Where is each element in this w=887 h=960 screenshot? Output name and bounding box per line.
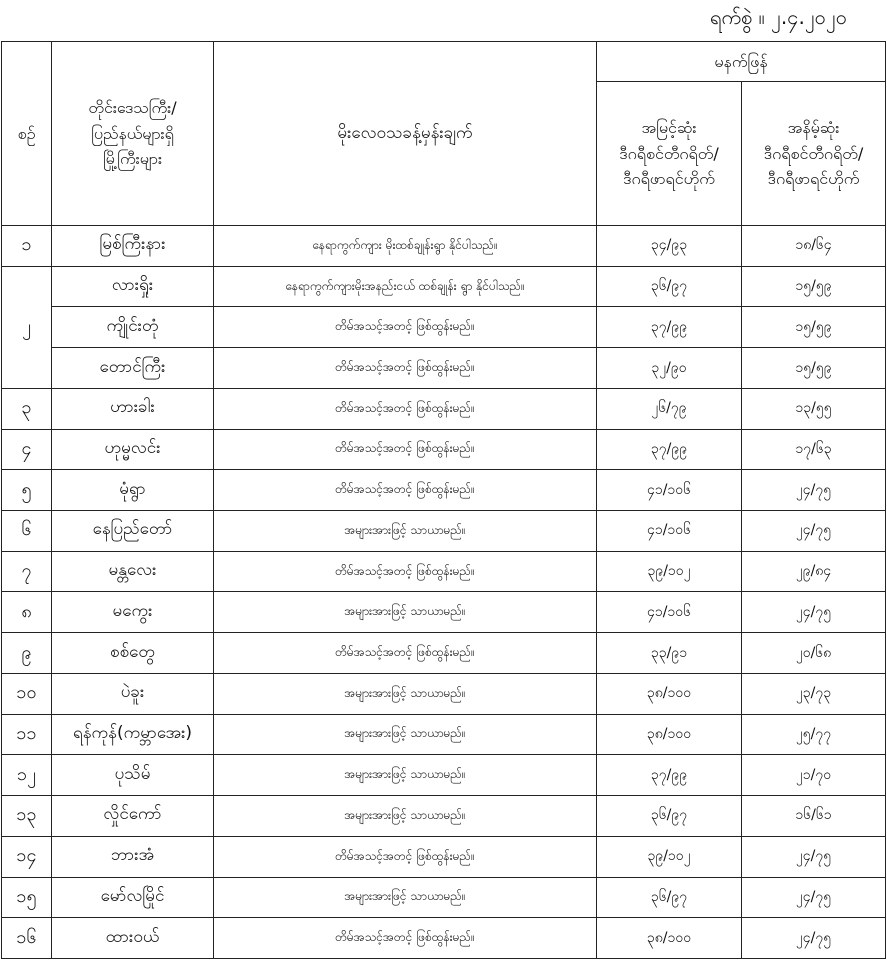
cell-max-temp: ၃၆/၉၇	[597, 796, 742, 837]
cell-min-temp: ၂၄/၇၅	[742, 470, 886, 511]
table-row	[2, 551, 886, 592]
header-temp-group-label: မနက်ဖြန်	[714, 51, 768, 71]
cell-max-temp: ၃၈/၁၀၀	[597, 714, 742, 755]
table-row	[2, 633, 886, 674]
cell-min-temp: ၂၄/၇၅	[742, 836, 886, 877]
header-max-line2: ဒီဂရီစင်တီဂရိတ်/	[619, 143, 719, 163]
cell-forecast: တိမ်အသင့်အတင့် ဖြစ်ထွန်းမည်။	[214, 307, 597, 348]
table-row	[2, 714, 886, 755]
cell-max-temp: ၃၆/၉၇	[597, 877, 742, 918]
cell-forecast: အများအားဖြင့် သာယာမည်။	[214, 511, 597, 552]
cell-sr: ၁၁	[2, 714, 52, 755]
cell-min-temp: ၂၃/၇၃	[742, 673, 886, 714]
cell-min-temp: ၂၄/၇၅	[742, 918, 886, 959]
cell-min-temp: ၂၁/၇၀	[742, 755, 886, 796]
cell-forecast: တိမ်အသင့်အတင့် ဖြစ်ထွန်းမည်။	[214, 429, 597, 470]
cell-min-temp: ၂၅/၇၇	[742, 714, 886, 755]
cell-min-temp: ၁၇/၆၃	[742, 429, 886, 470]
cell-town: ဟားခါး	[52, 388, 214, 429]
header-region-line1: တိုင်းဒေသကြီး/	[88, 98, 177, 118]
cell-town: မော်လမြိုင်	[52, 877, 214, 918]
cell-town: ပုသိမ်	[52, 755, 214, 796]
cell-min-temp: ၂၄/၇၅	[742, 511, 886, 552]
forecast-table	[1, 41, 886, 959]
cell-sr: ၈	[2, 592, 52, 633]
table-row	[2, 388, 886, 429]
cell-town: မုံရွာ	[52, 470, 214, 511]
cell-sr: ၄	[2, 429, 52, 470]
cell-sr: ၉	[2, 633, 52, 674]
table-row	[2, 348, 886, 389]
cell-forecast: တိမ်အသင့်အတင့် ဖြစ်ထွန်းမည်။	[214, 551, 597, 592]
cell-forecast: အများအားဖြင့် သာယာမည်။	[214, 755, 597, 796]
cell-sr: ၃	[2, 388, 52, 429]
table-row	[2, 511, 886, 552]
cell-min-temp: ၁၅/၅၉	[742, 266, 886, 307]
cell-town: လားရှိုး	[52, 266, 214, 307]
cell-max-temp: ၄၁/၁၀၆	[597, 511, 742, 552]
cell-forecast: တိမ်အသင့်အတင့် ဖြစ်ထွန်းမည်။	[214, 918, 597, 959]
cell-town: လှိုင်ကော်	[52, 796, 214, 837]
header-max-line3: ဒီဂရီဖာရင်ဟိုက်	[623, 169, 715, 189]
cell-forecast: အများအားဖြင့် သာယာမည်။	[214, 592, 597, 633]
header-min-temp	[742, 82, 886, 226]
header-min-line1: အနိမ့်ဆုံး	[787, 118, 840, 138]
cell-min-temp: ၂၀/၆၈	[742, 633, 886, 674]
header-min-line3: ဒီဂရီဖာရင်ဟိုက်	[767, 169, 860, 189]
cell-town: စစ်တွေ	[52, 633, 214, 674]
cell-min-temp: ၁၅/၅၉	[742, 307, 886, 348]
cell-max-temp: ၃၆/၉၇	[597, 266, 742, 307]
table-row	[2, 836, 886, 877]
cell-sr: ၆	[2, 511, 52, 552]
table-row	[2, 796, 886, 837]
cell-town: ကျိုင်းတုံ	[52, 307, 214, 348]
header-region-line3: မြို့ကြီးများ	[102, 149, 162, 169]
cell-forecast: အများအားဖြင့် သာယာမည်။	[214, 796, 597, 837]
cell-sr: ၇	[2, 551, 52, 592]
cell-min-temp: ၁၅/၅၉	[742, 348, 886, 389]
header-sr-label: စဉ်	[17, 123, 36, 143]
table-row	[2, 755, 886, 796]
table-row	[2, 918, 886, 959]
header-region	[52, 42, 214, 226]
cell-town: ရန်ကုန်(ကမ္ဘာအေး)	[52, 714, 214, 755]
table-row	[2, 307, 886, 348]
cell-forecast: အများအားဖြင့် သာယာမည်။	[214, 877, 597, 918]
cell-forecast: အများအားဖြင့် သာယာမည်။	[214, 714, 597, 755]
table-row	[2, 877, 886, 918]
header-sr	[2, 42, 52, 226]
cell-sr: ၁၂	[2, 755, 52, 796]
cell-forecast: တိမ်အသင့်အတင့် ဖြစ်ထွန်းမည်။	[214, 836, 597, 877]
cell-town: တောင်ကြီး	[52, 348, 214, 389]
header-max-line1: အမြင့်ဆုံး	[641, 118, 697, 138]
cell-max-temp: ၄၁/၁၀၆	[597, 592, 742, 633]
table-row	[2, 266, 886, 307]
cell-sr: ၂	[2, 266, 52, 388]
table-row	[2, 226, 886, 267]
cell-town: ပဲခူး	[52, 673, 214, 714]
cell-min-temp: ၂၄/၇၅	[742, 877, 886, 918]
cell-forecast: အများအားဖြင့် သာယာမည်။	[214, 673, 597, 714]
table-row	[2, 592, 886, 633]
header-max-temp	[597, 82, 742, 226]
cell-sr: ၁၀	[2, 673, 52, 714]
cell-forecast: တိမ်အသင့်အတင့် ဖြစ်ထွန်းမည်။	[214, 388, 597, 429]
cell-sr: ၁	[2, 226, 52, 267]
cell-sr: ၁၃	[2, 796, 52, 837]
header-forecast	[214, 42, 597, 226]
cell-max-temp: ၃၇/၉၉	[597, 307, 742, 348]
header-region-line2: ပြည်နယ်များရှိ	[91, 123, 174, 143]
cell-max-temp: ၂၆/၇၉	[597, 388, 742, 429]
cell-town: ဘားအံ	[52, 836, 214, 877]
cell-min-temp: ၂၉/၈၄	[742, 551, 886, 592]
cell-forecast: နေရာကွက်ကျား မိုးထစ်ချုန်းရွာ နိုင်ပါသည်။	[214, 226, 597, 267]
cell-max-temp: ၄၁/၁၀၆	[597, 470, 742, 511]
cell-sr: ၅	[2, 470, 52, 511]
cell-town: ဟုမ္မလင်း	[52, 429, 214, 470]
cell-max-temp: ၃၃/၉၁	[597, 633, 742, 674]
cell-forecast: တိမ်အသင့်အတင့် ဖြစ်ထွန်းမည်။	[214, 348, 597, 389]
cell-max-temp: ၃၄/၉၃	[597, 226, 742, 267]
cell-town: ထားဝယ်	[52, 918, 214, 959]
cell-min-temp: ၂၄/၇၅	[742, 592, 886, 633]
cell-sr: ၁၅	[2, 877, 52, 918]
date-label: ရက်စွဲ ။ ၂.၄.၂၀၂၀	[709, 5, 847, 29]
table-row	[2, 673, 886, 714]
cell-max-temp: ၃၇/၉၉	[597, 429, 742, 470]
header-forecast-label: မိုးလေဝသခန့်မှန်းချက်	[337, 122, 473, 143]
cell-min-temp: ၁၆/၆၁	[742, 796, 886, 837]
cell-town: မန္တလေး	[52, 551, 214, 592]
cell-max-temp: ၃၈/၁၀၀	[597, 918, 742, 959]
cell-max-temp: ၃၂/၉၀	[597, 348, 742, 389]
cell-town: မကွေး	[52, 592, 214, 633]
cell-sr: ၁၆	[2, 918, 52, 959]
cell-min-temp: ၁၈/၆၄	[742, 226, 886, 267]
cell-forecast: တိမ်အသင့်အတင့် ဖြစ်ထွန်းမည်။	[214, 470, 597, 511]
cell-max-temp: ၃၇/၉၉	[597, 755, 742, 796]
header-min-line2: ဒီဂရီစင်တီဂရိတ်/	[763, 143, 864, 163]
cell-forecast: နေရာကွက်ကျားမိုးအနည်းငယ် ထစ်ချုန်း ရွာ နိုင်ပါသည်။	[214, 266, 597, 307]
cell-town: မြစ်ကြီးနား	[52, 226, 214, 267]
header-temp-group	[597, 42, 886, 82]
cell-max-temp: ၃၉/၁၀၂	[597, 551, 742, 592]
cell-max-temp: ၃၉/၁၀၂	[597, 836, 742, 877]
cell-max-temp: ၃၈/၁၀၀	[597, 673, 742, 714]
cell-forecast: တိမ်အသင့်အတင့် ဖြစ်ထွန်းမည်။	[214, 633, 597, 674]
cell-town: နေပြည်တော်	[52, 511, 214, 552]
table-row	[2, 470, 886, 511]
table-row	[2, 429, 886, 470]
cell-sr: ၁၄	[2, 836, 52, 877]
cell-min-temp: ၁၃/၅၅	[742, 388, 886, 429]
